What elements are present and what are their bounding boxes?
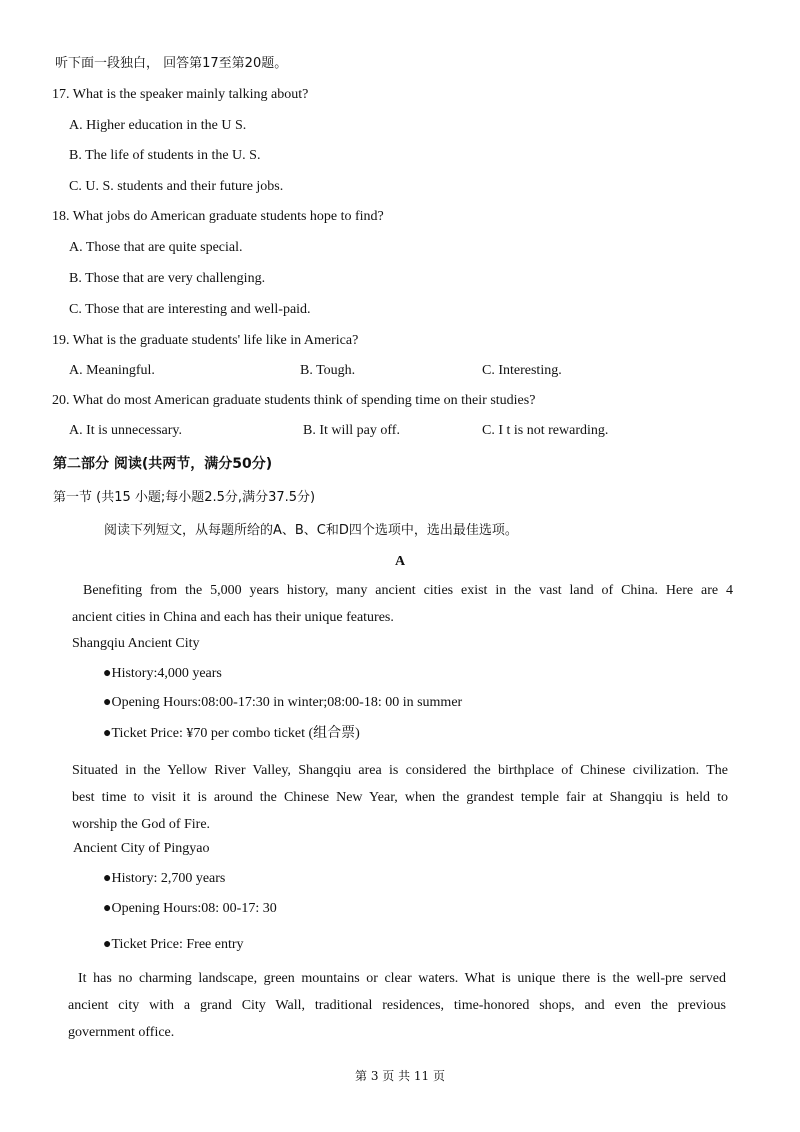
city1-desc-line-2: best time to visit it is around the Chinese New Year, when the grandest temple fair at Shangqiu is held to <box>72 790 728 805</box>
city2-name: Ancient City of Pingyao <box>73 841 210 856</box>
question-19-option-c: C. Interesting. <box>482 363 562 378</box>
city1-history: ●History:4,000 years <box>103 666 222 681</box>
question-18-option-a: A. Those that are quite special. <box>69 240 243 255</box>
city1-ticket: ●Ticket Price: ¥70 per combo ticket (组合票) <box>103 726 360 741</box>
question-19-option-a: A. Meaningful. <box>69 363 155 378</box>
question-18: 18. What jobs do American graduate students hope to find? <box>52 209 384 224</box>
question-18-option-b: B. Those that are very challenging. <box>69 271 266 286</box>
city1-desc-line-3: worship the God of Fire. <box>72 817 211 832</box>
page-number: 第 3 页 共 11 页 <box>355 1069 445 1083</box>
city2-hours: ●Opening Hours:08: 00-17: 30 <box>103 901 277 916</box>
passage-label: A <box>394 554 406 569</box>
section1-title: 第一节 (共15 小题;每小题2.5分,满分37.5分) <box>53 490 316 505</box>
listening-intro: 听下面一段独白， 回答第17至第20题。 <box>55 56 288 71</box>
question-17: 17. What is the speaker mainly talking about? <box>52 87 309 102</box>
city2-desc-line-3: government office. <box>68 1025 175 1040</box>
question-20-option-b: B. It will pay off. <box>303 423 400 438</box>
question-18-option-c: C. Those that are interesting and well-paid. <box>69 302 311 317</box>
question-17-option-a: A. Higher education in the U S. <box>69 118 247 133</box>
city2-desc-line-2: ancient city with a grand City Wall, traditional residences, time-honored shops, and even the previous <box>68 998 726 1013</box>
passage-intro-line-1: Benefiting from the 5,000 years history, many ancient cities exist in the vast land of China. Here are 4 <box>83 583 733 598</box>
question-20-option-a: A. It is unnecessary. <box>69 423 183 438</box>
part2-title: 第二部分 阅读(共两节，满分50分) <box>53 456 273 472</box>
city2-desc-line-1: It has no charming landscape, green mountains or clear waters. What is unique there is the well-pre served <box>78 971 726 986</box>
question-19: 19. What is the graduate students' life like in America? <box>52 333 359 348</box>
city1-desc-line-1: Situated in the Yellow River Valley, Shangqiu area is considered the birthplace of Chinese civilization. The <box>72 763 728 778</box>
question-17-option-b: B. The life of students in the U. S. <box>69 148 261 163</box>
city2-history: ●History: 2,700 years <box>103 871 226 886</box>
city1-hours: ●Opening Hours:08:00-17:30 in winter;08:00-18: 00 in summer <box>103 695 463 710</box>
reading-instruction: 阅读下列短文，从每题所给的A、B、C和D四个选项中，选出最佳选项。 <box>104 523 518 538</box>
question-20: 20. What do most American graduate students think of spending time on their studies? <box>52 393 536 408</box>
city2-ticket: ●Ticket Price: Free entry <box>103 937 244 952</box>
city1-name: Shangqiu Ancient City <box>72 636 200 651</box>
question-19-option-b: B. Tough. <box>300 363 356 378</box>
question-20-option-c: C. I t is not rewarding. <box>482 423 609 438</box>
passage-intro-line-2: ancient cities in China and each has their unique features. <box>72 610 394 625</box>
question-17-option-c: C. U. S. students and their future jobs. <box>69 179 284 194</box>
